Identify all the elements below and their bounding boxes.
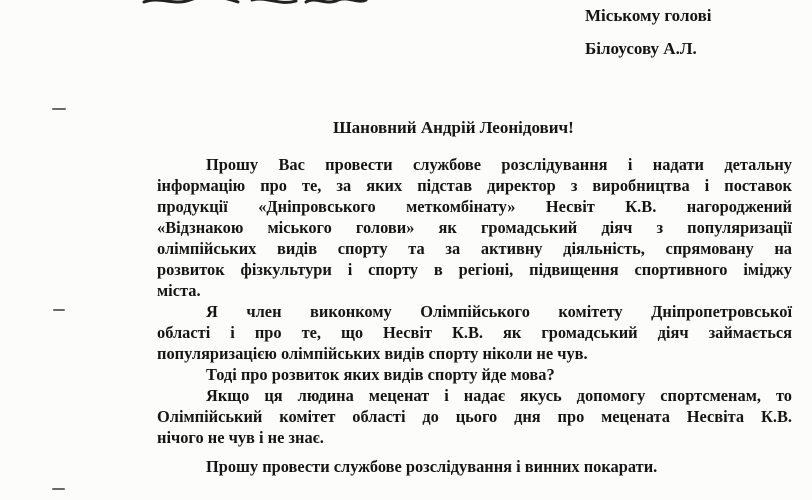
body-line: міста. bbox=[157, 281, 201, 300]
body-line: Олімпійський комітет області до цього дня про мецената Несвіта К.В. bbox=[157, 407, 792, 426]
salutation: Шановний Андрій Леонідович! bbox=[333, 118, 574, 137]
body-line: нічого не чув і не знає. bbox=[157, 428, 324, 447]
header-scribble bbox=[140, 0, 370, 8]
body-line: розвиток фізкультури і спорту в регіоні, підвищення спортивного іміджу bbox=[157, 260, 792, 279]
body-line: популяризацією олімпійських видів спорту ніколи не чув. bbox=[157, 344, 588, 363]
body-line: Якщо ця людина меценат і надає якусь допомогу спортсменам, то bbox=[206, 386, 792, 405]
body-line: інформацію про те, за яких підстав директор з виробництва і поставок bbox=[157, 176, 792, 195]
body-line: Прошу Вас провести службове розслідування і надати детальну bbox=[206, 155, 792, 174]
body-line: продукції «Дніпровського меткомбінату» Несвіт К.В. нагороджений bbox=[157, 197, 792, 216]
body-line: Тоді про розвиток яких видів спорту йде мова? bbox=[206, 365, 555, 384]
margin-mark bbox=[53, 309, 65, 311]
margin-mark bbox=[52, 488, 65, 490]
body-line: області і про те, що Несвіт К.В. як громадський діяч займається bbox=[157, 323, 792, 342]
margin-mark bbox=[52, 108, 66, 110]
body-line: «Відзнакою міського голови» як громадський діяч з популяризації bbox=[157, 218, 792, 237]
body-line: Я член виконкому Олімпійського комітету Дніпропетровської bbox=[206, 302, 792, 321]
body-line: Прошу провести службове розслідування і винних покарати. bbox=[206, 457, 658, 476]
addressee-title: Міському голові bbox=[585, 6, 712, 25]
body-line: олімпійських видів спорту та за активну діяльність, спрямовану на bbox=[157, 239, 792, 258]
addressee-name: Білоусову А.Л. bbox=[585, 39, 697, 58]
